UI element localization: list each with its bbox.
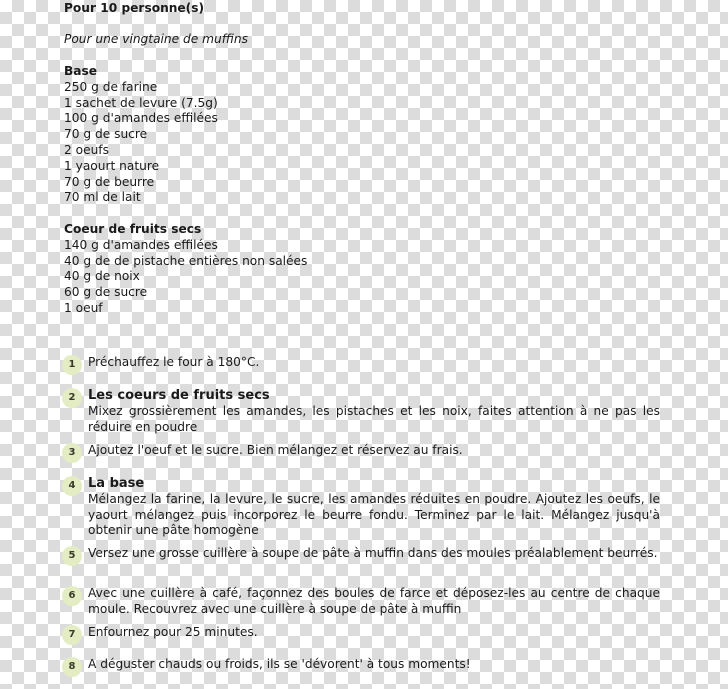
step-text: Mixez grossièrement les amandes, les pistaches et les noix, faites attention à ne pas les réduire en poudre <box>88 403 660 434</box>
ingredients-section-base <box>64 64 218 206</box>
step-text: Préchauffez le four à 180°C. <box>88 355 260 369</box>
step-text: A déguster chauds ou froids, ils se 'dévorent' à tous moments! <box>88 657 471 671</box>
ingredient-line: 2 oeufs <box>64 142 109 157</box>
ingredient-line: 40 g de de pistache entières non salées <box>64 253 308 268</box>
step-title: Les coeurs de fruits secs <box>88 388 270 403</box>
step-item <box>64 388 660 435</box>
ingredients-section-fruits <box>64 222 307 317</box>
recipe-subtitle: Pour une vingtaine de muffins <box>64 32 248 46</box>
ingredient-line: 70 g de beurre <box>64 174 155 189</box>
step-item <box>64 476 660 539</box>
step-number-badge: 5 <box>62 546 82 566</box>
step-number-badge: 6 <box>62 586 82 606</box>
ingredient-line: 1 sachet de levure (7.5g) <box>64 95 218 110</box>
ingredient-line: 100 g d'amandes effilées <box>64 111 218 126</box>
servings-label: Pour 10 personne(s) <box>64 1 205 15</box>
step-text: Mélangez la farine, la levure, le sucre, les amandes réduites en poudre. Ajoutez les oeufs, le yaourt mélangez puis incorporez le beurre fondu. Terminez par le lait. Mélangez jusqu'à obtenir une pâte homogène <box>88 491 660 538</box>
step-number-badge: 4 <box>62 476 82 496</box>
step-number-badge: 1 <box>62 355 82 375</box>
step-text: Versez une grosse cuillère à soupe de pâte à muffin dans des moules préalablement beurrés. <box>88 546 658 560</box>
step-item <box>64 546 660 562</box>
step-number-badge: 2 <box>62 388 82 408</box>
step-number-badge: 3 <box>62 443 82 463</box>
step-number-badge: 7 <box>62 625 82 645</box>
section-title: Base <box>64 64 98 78</box>
step-text: Enfournez pour 25 minutes. <box>88 625 258 639</box>
ingredient-line: 40 g de noix <box>64 269 140 284</box>
step-item <box>64 625 660 641</box>
step-number-badge: 8 <box>62 657 82 677</box>
step-item <box>64 355 660 371</box>
step-item <box>64 586 660 618</box>
step-title: La base <box>88 476 145 491</box>
ingredient-line: 70 ml de lait <box>64 190 141 205</box>
ingredient-line: 250 g de farine <box>64 79 158 94</box>
ingredient-line: 1 oeuf <box>64 300 103 315</box>
step-text: Avec une cuillère à café, façonnez des boules de farce et déposez-les au centre de chaque moule. Recouvrez avec une cuillère à soupe de pâte à muffin <box>88 586 660 616</box>
step-text: Ajoutez l'oeuf et le sucre. Bien mélangez et réservez au frais. <box>88 443 463 457</box>
ingredient-line: 70 g de sucre <box>64 127 148 142</box>
ingredient-line: 60 g de sucre <box>64 285 148 300</box>
ingredient-line: 140 g d'amandes effilées <box>64 237 218 252</box>
step-item <box>64 443 660 459</box>
ingredient-line: 1 yaourt nature <box>64 158 160 173</box>
section-title: Coeur de fruits secs <box>64 222 202 236</box>
step-item <box>64 657 660 673</box>
